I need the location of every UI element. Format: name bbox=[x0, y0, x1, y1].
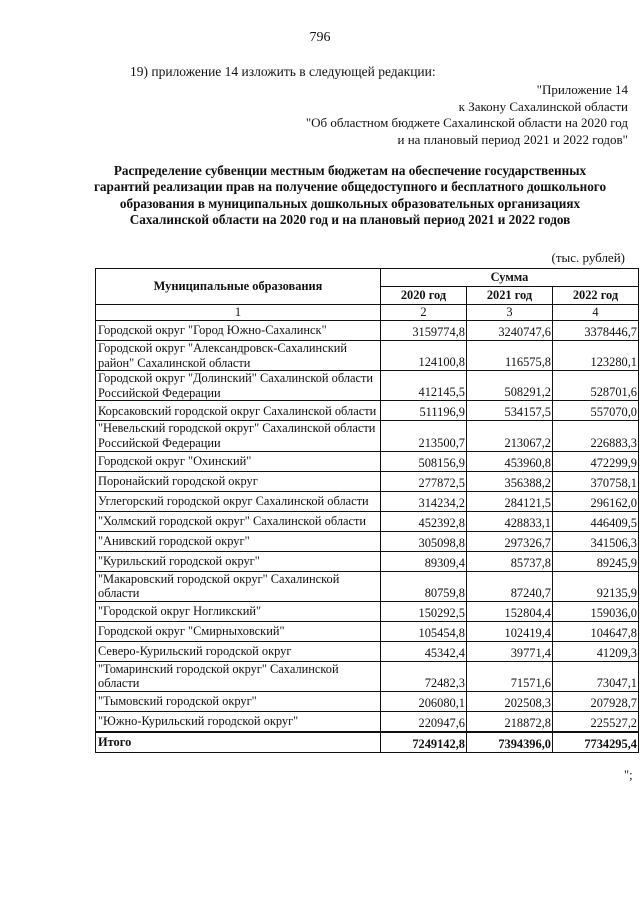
row-value-2022: 341506,3 bbox=[553, 531, 639, 551]
table-row bbox=[96, 471, 639, 491]
total-2020: 7249142,8 bbox=[381, 732, 467, 753]
row-value-2021: 87240,7 bbox=[467, 571, 553, 601]
total-label: Итого bbox=[96, 732, 381, 753]
row-value-2020: 314234,2 bbox=[381, 491, 467, 511]
table-row bbox=[96, 691, 639, 711]
row-value-2021: 85737,8 bbox=[467, 551, 553, 571]
row-municipality: "Тымовский городской округ" bbox=[96, 691, 381, 711]
row-value-2022: 226883,3 bbox=[553, 421, 639, 451]
row-value-2022: 159036,0 bbox=[553, 601, 639, 621]
row-value-2020: 277872,5 bbox=[381, 471, 467, 491]
table-row bbox=[96, 321, 639, 341]
row-value-2021: 453960,8 bbox=[467, 451, 553, 471]
row-value-2020: 45342,4 bbox=[381, 641, 467, 661]
header-year-2021: 2021 год bbox=[467, 287, 553, 305]
row-municipality: "Холмский городской округ" Сахалинской области bbox=[96, 511, 381, 531]
header-sum: Сумма bbox=[381, 269, 639, 287]
row-value-2021: 152804,4 bbox=[467, 601, 553, 621]
row-value-2020: 72482,3 bbox=[381, 661, 467, 691]
table-row bbox=[96, 601, 639, 621]
row-value-2021: 218872,8 bbox=[467, 711, 553, 732]
title-line: Распределение субвенции местным бюджетам на обеспечение государственных bbox=[113, 163, 587, 178]
table-row bbox=[96, 421, 639, 451]
table-row bbox=[96, 711, 639, 732]
table-row bbox=[96, 661, 639, 691]
row-municipality: Поронайский городской округ bbox=[96, 471, 381, 491]
row-municipality: Городской округ "Смирныховский" bbox=[96, 621, 381, 641]
row-value-2021: 202508,3 bbox=[467, 691, 553, 711]
table-row bbox=[96, 341, 639, 371]
appendix-line: к Закону Сахалинской области bbox=[458, 98, 628, 114]
row-value-2022: 123280,1 bbox=[553, 341, 639, 371]
row-value-2022: 207928,7 bbox=[553, 691, 639, 711]
row-value-2022: 370758,1 bbox=[553, 471, 639, 491]
row-municipality: "Городской округ Ногликский" bbox=[96, 601, 381, 621]
units-label: (тыс. рублей) bbox=[551, 250, 625, 265]
row-value-2022: 73047,1 bbox=[553, 661, 639, 691]
table-row bbox=[96, 551, 639, 571]
row-value-2021: 534157,5 bbox=[467, 401, 553, 421]
row-municipality: Углегорский городской округ Сахалинской области bbox=[96, 491, 381, 511]
appendix-line: "Об областном бюджете Сахалинской области на 2020 год bbox=[305, 115, 628, 130]
row-value-2022: 41209,3 bbox=[553, 641, 639, 661]
table-row bbox=[96, 451, 639, 471]
total-row bbox=[96, 732, 639, 753]
document-title bbox=[70, 163, 630, 229]
row-value-2020: 3159774,8 bbox=[381, 321, 467, 341]
table-row bbox=[96, 571, 639, 601]
row-municipality: Городской округ "Александровск-Сахалинский район" Сахалинской области bbox=[96, 341, 381, 371]
row-municipality: Городской округ "Город Южно-Сахалинск" bbox=[96, 321, 381, 341]
row-value-2021: 102419,4 bbox=[467, 621, 553, 641]
header-year-2020: 2020 год bbox=[381, 287, 467, 305]
row-value-2022: 472299,9 bbox=[553, 451, 639, 471]
row-value-2021: 356388,2 bbox=[467, 471, 553, 491]
row-value-2022: 528701,6 bbox=[553, 371, 639, 401]
total-2021: 7394396,0 bbox=[467, 732, 553, 753]
row-municipality: Корсаковский городской округ Сахалинской области bbox=[96, 401, 381, 421]
page-number: 796 bbox=[309, 30, 331, 45]
row-value-2022: 225527,2 bbox=[553, 711, 639, 732]
row-municipality: "Макаровский городской округ" Сахалинской области bbox=[96, 571, 381, 601]
col-number: 2 bbox=[381, 305, 467, 321]
header-municipality: Муниципальные образования bbox=[96, 269, 381, 305]
appendix-header bbox=[306, 82, 628, 148]
row-value-2020: 220947,6 bbox=[381, 711, 467, 732]
row-value-2022: 557070,0 bbox=[553, 401, 639, 421]
header-year-2022: 2022 год bbox=[553, 287, 639, 305]
row-municipality: "Южно-Курильский городской округ" bbox=[96, 711, 381, 732]
table-row bbox=[96, 401, 639, 421]
col-number: 3 bbox=[467, 305, 553, 321]
appendix-line: "Приложение 14 bbox=[536, 82, 628, 97]
row-value-2020: 80759,8 bbox=[381, 571, 467, 601]
row-value-2020: 206080,1 bbox=[381, 691, 467, 711]
row-value-2022: 104647,8 bbox=[553, 621, 639, 641]
row-municipality: Городской округ "Долинский" Сахалинской области Российской Федерации bbox=[96, 371, 381, 401]
row-value-2022: 446409,5 bbox=[553, 511, 639, 531]
row-value-2020: 511196,9 bbox=[381, 401, 467, 421]
total-2022: 7734295,4 bbox=[553, 732, 639, 753]
table-row bbox=[96, 531, 639, 551]
row-value-2021: 39771,4 bbox=[467, 641, 553, 661]
row-municipality: "Курильский городской округ" bbox=[96, 551, 381, 571]
row-value-2020: 89309,4 bbox=[381, 551, 467, 571]
row-value-2020: 124100,8 bbox=[381, 341, 467, 371]
row-value-2021: 284121,5 bbox=[467, 491, 553, 511]
table-row bbox=[96, 491, 639, 511]
row-value-2020: 305098,8 bbox=[381, 531, 467, 551]
row-value-2020: 508156,9 bbox=[381, 451, 467, 471]
table-row bbox=[96, 641, 639, 661]
row-value-2022: 92135,9 bbox=[553, 571, 639, 601]
title-line: гарантий реализации прав на получение общедоступного и бесплатного дошкольного bbox=[93, 179, 607, 195]
row-value-2022: 89245,9 bbox=[553, 551, 639, 571]
row-value-2021: 116575,8 bbox=[467, 341, 553, 371]
closing-quote: "; bbox=[624, 768, 633, 782]
row-value-2021: 71571,6 bbox=[467, 661, 553, 691]
intro-text: 19) приложение 14 изложить в следующей редакции: bbox=[130, 64, 436, 79]
table-row bbox=[96, 621, 639, 641]
table-row bbox=[96, 371, 639, 401]
row-municipality: "Анивский городской округ" bbox=[96, 531, 381, 551]
row-value-2022: 296162,0 bbox=[553, 491, 639, 511]
row-value-2021: 3240747,6 bbox=[467, 321, 553, 341]
col-number: 4 bbox=[553, 305, 639, 321]
row-municipality: Северо-Курильский городской округ bbox=[96, 641, 381, 661]
table-body bbox=[96, 321, 639, 753]
title-line: Сахалинской области на 2020 год и на плановый период 2021 и 2022 годов bbox=[129, 212, 571, 228]
appendix-line: и на плановый период 2021 и 2022 годов" bbox=[397, 131, 628, 147]
row-municipality: "Невельский городской округ" Сахалинской области Российской Федерации bbox=[96, 421, 381, 451]
row-value-2021: 428833,1 bbox=[467, 511, 553, 531]
row-value-2021: 213067,2 bbox=[467, 421, 553, 451]
row-value-2020: 150292,5 bbox=[381, 601, 467, 621]
row-value-2020: 412145,5 bbox=[381, 371, 467, 401]
row-value-2020: 452392,8 bbox=[381, 511, 467, 531]
col-number: 1 bbox=[96, 305, 381, 321]
row-value-2020: 105454,8 bbox=[381, 621, 467, 641]
subsidy-table bbox=[95, 268, 639, 753]
row-value-2021: 297326,7 bbox=[467, 531, 553, 551]
row-value-2021: 508291,2 bbox=[467, 371, 553, 401]
row-value-2020: 213500,7 bbox=[381, 421, 467, 451]
table-row bbox=[96, 511, 639, 531]
row-municipality: "Томаринский городской округ" Сахалинской области bbox=[96, 661, 381, 691]
row-municipality: Городской округ "Охинский" bbox=[96, 451, 381, 471]
row-value-2022: 3378446,7 bbox=[553, 321, 639, 341]
title-line: образования в муниципальных дошкольных образовательных организациях bbox=[119, 195, 581, 211]
